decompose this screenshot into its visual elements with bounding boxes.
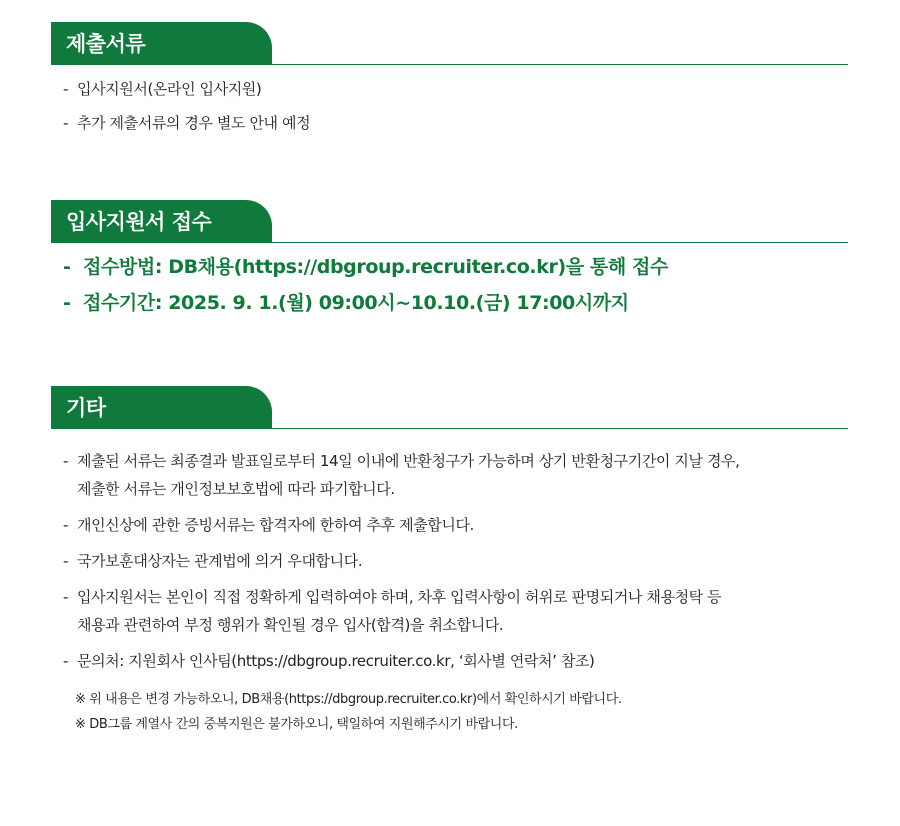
list-item [51, 647, 848, 675]
note-item: ※ 위 내용은 변경 가능하오니, DB채용(https://dbgroup.recruiter.co.kr)에서 확인하시기 바랍니다. [75, 692, 622, 707]
etc-list [51, 447, 848, 675]
section-title: 제출서류 [51, 22, 272, 64]
section-title: 입사지원서 접수 [51, 200, 272, 242]
list-item-line: 제출한 서류는 개인정보보호법에 따라 파기합니다. [77, 480, 395, 498]
section-etc [51, 386, 848, 734]
section-header [51, 200, 848, 243]
application-period: - 접수기간: 2025. 9. 1.(월) 09:00시~10.10.(금) 17:00시까지 [51, 289, 848, 317]
section-title: 기타 [51, 386, 272, 428]
section-header [51, 22, 848, 65]
list-item: - 추가 제출서류의 경우 별도 안내 예정 [51, 109, 848, 137]
note-item: ※ DB그룹 계열사 간의 중복지원은 불가하오니, 택일하여 지원해주시기 바랍니다. [75, 717, 518, 732]
list-item [51, 547, 848, 575]
section-header [51, 386, 848, 429]
list-item [51, 447, 848, 503]
list-item-line: 채용과 관련하여 부정 행위가 확인될 경우 입사(합격)을 취소합니다. [77, 616, 504, 634]
list-item-line: - 문의처: 지원회사 인사팀(https://dbgroup.recruiter.co.kr, ‘회사별 연락처’ 참조) [77, 652, 595, 670]
section-documents [51, 22, 848, 137]
application-method: - 접수방법: DB채용(https://dbgroup.recruiter.co.kr)을 통해 접수 [51, 253, 848, 281]
list-item-line: - 개인신상에 관한 증빙서류는 합격자에 한하여 추후 제출합니다. [77, 516, 474, 534]
list-item [51, 511, 848, 539]
list-item-line: - 입사지원서는 본인이 직접 정확하게 입력하여야 하며, 차후 입력사항이 허위로 판명되거나 채용청탁 등 [77, 588, 722, 606]
application-list [51, 253, 848, 317]
section-application [51, 200, 848, 317]
list-item-line: - 국가보훈대상자는 관계법에 의거 우대합니다. [77, 552, 363, 570]
notes [51, 691, 848, 734]
list-item-line: - 제출된 서류는 최종결과 발표일로부터 14일 이내에 반환청구가 가능하며 상기 반환청구기간이 지날 경우, [77, 452, 740, 470]
list-item: - 입사지원서(온라인 입사지원) [51, 75, 848, 103]
documents-list [51, 75, 848, 137]
list-item [51, 583, 848, 639]
